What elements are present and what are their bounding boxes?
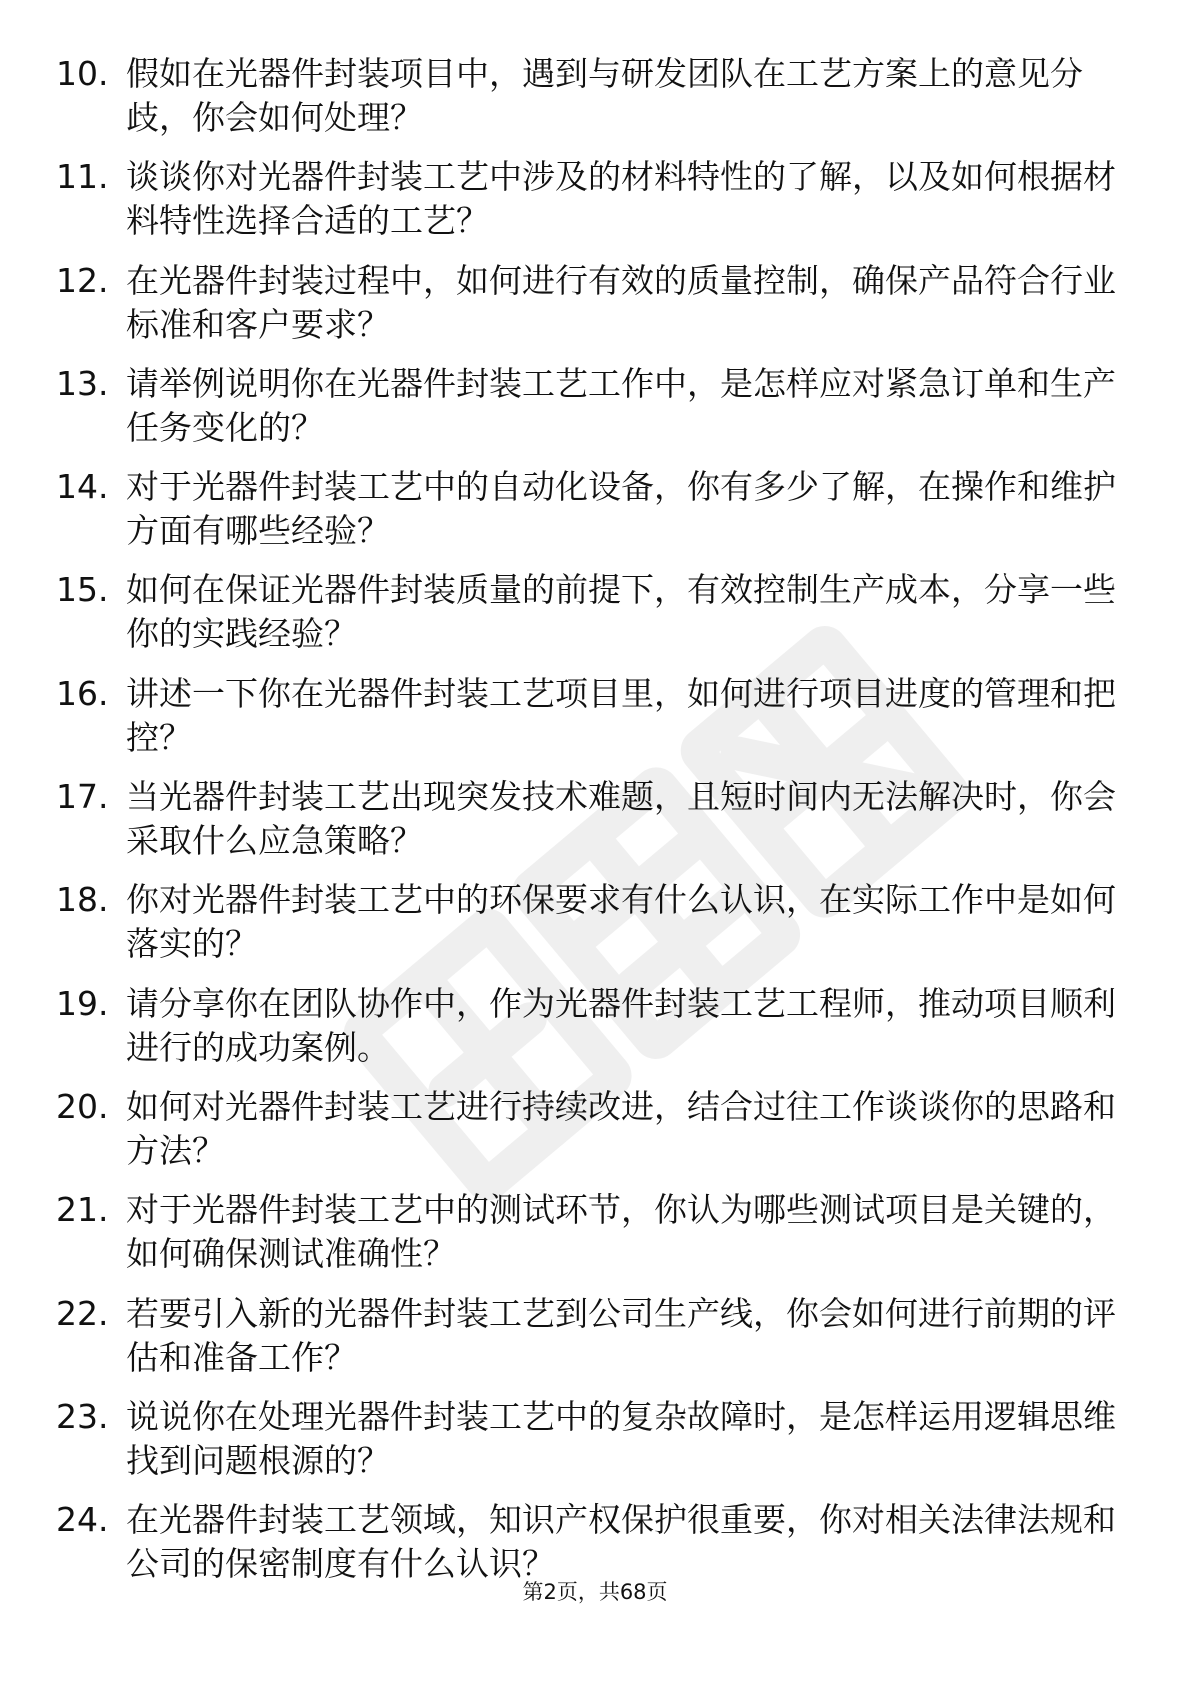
question-item	[56, 1085, 1136, 1188]
question-text: 在光器件封装工艺领域，知识产权保护很重要，你对相关法律法规和公司的保密制度有什么认识？	[126, 1500, 1116, 1584]
question-text: 假如在光器件封装项目中，遇到与研发团队在工艺方案上的意见分歧，你会如何处理？	[126, 54, 1083, 137]
question-number: 21.	[56, 1190, 109, 1230]
question-item	[56, 1292, 1136, 1395]
question-item	[56, 878, 1136, 981]
question-item	[56, 775, 1136, 878]
question-text: 说说你在处理光器件封装工艺中的复杂故障时，是怎样运用逻辑思维找到问题根源的？	[126, 1396, 1116, 1480]
question-text: 你对光器件封装工艺中的环保要求有什么认识，在实际工作中是如何落实的？	[126, 880, 1116, 964]
question-number: 20.	[56, 1086, 109, 1126]
question-number: 23.	[56, 1396, 109, 1436]
question-item	[56, 52, 1136, 155]
question-number: 24.	[56, 1500, 109, 1540]
question-item	[56, 568, 1136, 671]
page-footer	[0, 1576, 1190, 1606]
question-list	[56, 52, 1136, 1601]
question-number: 15.	[56, 570, 109, 610]
question-number: 12.	[56, 260, 109, 300]
question-text: 若要引入新的光器件封装工艺到公司生产线，你会如何进行前期的评估和准备工作？	[126, 1293, 1116, 1377]
question-item	[56, 672, 1136, 775]
question-text: 请举例说明你在光器件封装工艺工作中，是怎样应对紧急订单和生产任务变化的？	[126, 363, 1116, 447]
question-number: 11.	[56, 157, 109, 197]
question-item	[56, 362, 1136, 465]
question-text: 对于光器件封装工艺中的自动化设备，你有多少了解，在操作和维护方面有哪些经验？	[126, 467, 1116, 551]
question-text: 如何在保证光器件封装质量的前提下，有效控制生产成本，分享一些你的实践经验？	[126, 570, 1116, 654]
question-item	[56, 259, 1136, 362]
question-text: 在光器件封装过程中，如何进行有效的质量控制，确保产品符合行业标准和客户要求？	[126, 260, 1116, 344]
question-number: 10.	[56, 54, 109, 93]
question-text: 对于光器件封装工艺中的测试环节，你认为哪些测试项目是关键的，如何确保测试准确性？	[126, 1190, 1116, 1274]
question-item	[56, 465, 1136, 568]
question-item	[56, 982, 1136, 1085]
page-number-label: 第2页，共68页	[522, 1580, 668, 1604]
question-number: 18.	[56, 880, 109, 920]
question-item	[56, 155, 1136, 258]
question-number: 16.	[56, 673, 109, 713]
question-number: 13.	[56, 363, 109, 403]
question-text: 谈谈你对光器件封装工艺中涉及的材料特性的了解，以及如何根据材料特性选择合适的工艺？	[126, 157, 1116, 241]
question-number: 17.	[56, 777, 109, 817]
question-text: 当光器件封装工艺出现突发技术难题，且短时间内无法解决时，你会采取什么应急策略？	[126, 777, 1116, 861]
question-text: 讲述一下你在光器件封装工艺项目里，如何进行项目进度的管理和把控？	[126, 673, 1116, 757]
question-item	[56, 1188, 1136, 1291]
question-item	[56, 1395, 1136, 1498]
question-text: 请分享你在团队协作中，作为光器件封装工艺工程师，推动项目顺利进行的成功案例。	[126, 983, 1116, 1067]
question-number: 22.	[56, 1293, 109, 1333]
question-number: 19.	[56, 983, 109, 1023]
question-number: 14.	[56, 467, 109, 507]
question-text: 如何对光器件封装工艺进行持续改进，结合过往工作谈谈你的思路和方法？	[126, 1086, 1116, 1170]
